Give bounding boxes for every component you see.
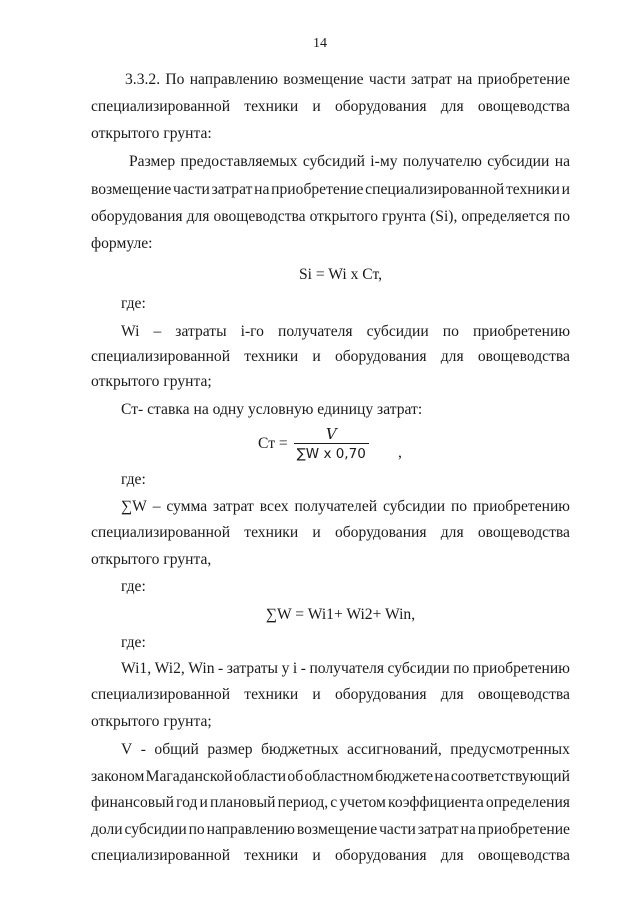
word: – (152, 498, 161, 515)
word: и (312, 686, 321, 703)
word: специализированной (91, 524, 231, 541)
word: по (453, 660, 470, 677)
word: по (188, 821, 205, 838)
word: возмещение (91, 181, 172, 198)
page-number: 14 (313, 36, 327, 51)
word: Wi1, (121, 660, 152, 677)
text-line: открытого грунта, (91, 551, 212, 568)
word: затраты (175, 323, 227, 340)
word: i (292, 660, 298, 677)
word: оборудования (334, 348, 427, 365)
word: ассигнований, (347, 741, 442, 758)
formula-ct-fraction (294, 425, 369, 463)
word: по (450, 498, 468, 515)
word: получателю (402, 153, 482, 170)
word: сумма (166, 498, 208, 515)
word: открытого (309, 208, 379, 225)
text-line: где: (121, 295, 146, 312)
word: субсидии (124, 821, 187, 838)
text-line (91, 180, 570, 200)
word: субсидии (487, 153, 550, 170)
word: – (153, 323, 162, 340)
word: и (312, 847, 321, 864)
text-line (129, 152, 570, 172)
word: общий (154, 741, 199, 758)
text-line (91, 207, 570, 227)
word: и (312, 348, 321, 365)
text-line: где: (121, 471, 146, 488)
word: определения (485, 794, 570, 811)
word: техники (244, 348, 299, 365)
word: техники (244, 847, 299, 864)
word: овощеводства (477, 524, 570, 541)
word: овощеводства (477, 686, 570, 703)
word: возмещение (296, 821, 378, 838)
word: V (121, 741, 133, 758)
word: оборудования (91, 208, 183, 225)
word: на (457, 71, 473, 88)
word: учетом (339, 794, 386, 811)
word: субсидии (387, 660, 450, 677)
text-line (91, 523, 570, 543)
word: по (442, 323, 459, 340)
word: предусмотренных (450, 741, 570, 758)
word: (Si), (430, 208, 458, 225)
word: доли (91, 821, 123, 838)
text-line: открытого грунта; (91, 373, 212, 390)
word: для (440, 686, 464, 703)
word: соответствующий (450, 768, 570, 785)
text-line: где: (121, 578, 146, 595)
word: предоставляемых (180, 153, 298, 170)
text-line: формуле: (91, 235, 153, 252)
word: размер (207, 741, 253, 758)
formula-ct-numerator: V (325, 425, 337, 443)
word: овощеводства (477, 98, 570, 115)
word: на (460, 821, 476, 838)
word: субсидий (302, 153, 365, 170)
text-line (125, 70, 570, 90)
word: для (440, 348, 464, 365)
word: плановый (210, 794, 276, 811)
word: Магаданской (145, 768, 233, 785)
word: областном (304, 768, 374, 785)
word: затрат (211, 181, 253, 198)
word: получателя (309, 660, 385, 677)
word: Win (188, 660, 215, 677)
word: оборудования (334, 524, 427, 541)
word: коэффициента (388, 794, 484, 811)
text-line: где: (121, 634, 146, 651)
word: i-му (370, 153, 398, 170)
word: и (312, 98, 321, 115)
text-line (121, 659, 570, 679)
word: об (287, 768, 304, 785)
text-line (91, 685, 570, 705)
word: 3.3.2. (125, 71, 161, 88)
text-line: Si = Wi x Ст, (298, 266, 383, 283)
word: приобретение (271, 181, 364, 198)
text-line (121, 497, 570, 517)
text-line (91, 820, 570, 840)
word: Wi (121, 323, 140, 340)
word: области (234, 768, 287, 785)
word: на (554, 153, 570, 170)
word: направлению (189, 71, 279, 88)
word: для (440, 847, 464, 864)
word: затрат (417, 821, 459, 838)
word: техники (505, 181, 560, 198)
word: приобретению (472, 660, 570, 677)
word: финансовый (91, 794, 174, 811)
text-line (91, 767, 570, 787)
word: - (300, 660, 306, 677)
word: приобретению (472, 498, 570, 515)
formula-ct-trailing: , (398, 444, 402, 461)
word: части (368, 71, 406, 88)
word: направлению (206, 821, 295, 838)
word: для (440, 524, 464, 541)
text-line (91, 97, 570, 117)
word: приобретение (477, 71, 570, 88)
word: возмещение (283, 71, 364, 88)
word: специализированной (91, 98, 231, 115)
word: приобретению (472, 323, 570, 340)
word: овощеводства (213, 208, 306, 225)
word: субсидии (382, 498, 446, 515)
word: - (140, 741, 146, 758)
word: части (379, 821, 416, 838)
word: год (176, 794, 198, 811)
word: и (561, 181, 570, 198)
word: специализированной (365, 181, 505, 198)
word: техники (244, 686, 299, 703)
word: овощеводства (477, 847, 570, 864)
word: специализированной (91, 348, 231, 365)
word: для (440, 98, 464, 115)
word: техники (244, 98, 299, 115)
word: затраты (226, 660, 279, 677)
word: для (186, 208, 210, 225)
text-line (121, 322, 570, 342)
word: затрат (213, 498, 254, 515)
text-line: открытого грунта; (91, 713, 212, 730)
text-line: ∑W = Wi1+ Wi2+ Win, (265, 606, 416, 623)
word: и (199, 794, 208, 811)
word: на (254, 181, 270, 198)
word: техники (244, 524, 299, 541)
word: субсидии (366, 323, 429, 340)
word: оборудования (334, 98, 427, 115)
text-line (91, 846, 570, 866)
text-line (91, 347, 570, 367)
formula-ct-denominator: ∑W x 0,70 (294, 443, 369, 463)
word: i-го (240, 323, 264, 340)
text-line: Ст- ставка на одну условную единицу затрат: (121, 401, 423, 418)
text-line (91, 793, 570, 813)
word: по (553, 208, 570, 225)
word: оборудования (334, 686, 427, 703)
word: у (281, 660, 290, 677)
word: и (312, 524, 321, 541)
word: части (173, 181, 210, 198)
word: бюджете (375, 768, 434, 785)
word: Размер (129, 153, 176, 170)
word: овощеводства (477, 348, 570, 365)
word: на (434, 768, 450, 785)
word: грунта (382, 208, 427, 225)
word: законом (91, 768, 145, 785)
word: Wi2, (154, 660, 185, 677)
text-line (121, 740, 570, 760)
word: специализированной (91, 686, 231, 703)
word: получателя (278, 323, 353, 340)
formula-ct (258, 424, 369, 464)
word: определяется (461, 208, 550, 225)
word: с (330, 794, 338, 811)
word: бюджетных (261, 741, 339, 758)
word: - (218, 660, 224, 677)
word: приобретение (477, 821, 570, 838)
formula-ct-lhs: Ст = (258, 435, 288, 452)
word: затрат (411, 71, 452, 88)
word: период, (277, 794, 329, 811)
word: всех (259, 498, 289, 515)
word: получателей (294, 498, 378, 515)
word: По (165, 71, 185, 88)
word: ∑W (121, 498, 147, 515)
word: специализированной (91, 847, 231, 864)
word: оборудования (334, 847, 427, 864)
text-line: открытого грунта: (91, 125, 212, 142)
